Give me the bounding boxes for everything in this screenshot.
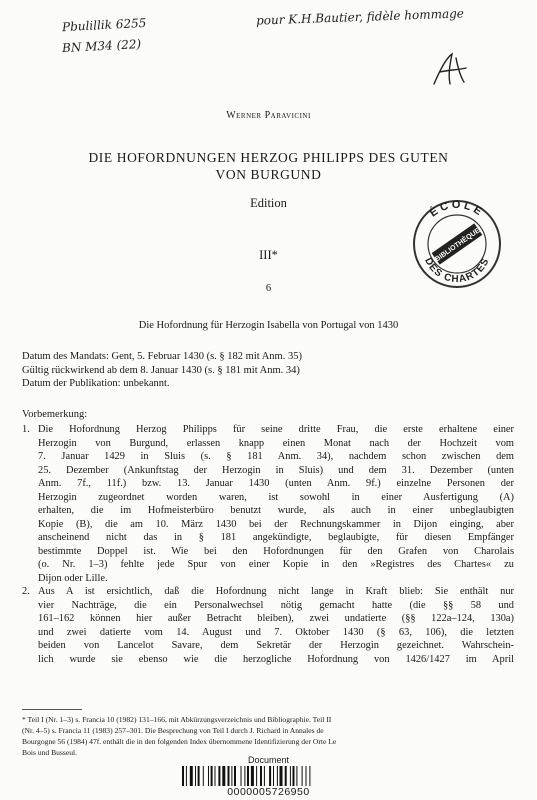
barcode-bar [251,766,254,786]
remark-text [38,423,514,585]
barcode-bar [280,766,283,786]
barcode-bar [203,766,204,786]
text-line: 7. Januar 1429 in Sluis (s. § 181 Anm. 34), nachdem schon zwischen dem [38,451,514,462]
barcode-bar [306,766,307,786]
barcode-bar [269,766,271,786]
preliminary-remarks [22,423,514,666]
handwritten-shelfmark-2: BN M34 (22) [61,36,142,56]
document-title [0,149,537,183]
section-title: Die Hofordnung für Herzogin Isabella von Portugal von 1430 [138,320,399,331]
barcode-bar [218,766,220,786]
handwritten-dedication: pour K.H.Bautier, fidèle hommage [255,6,465,28]
mandate-date: Datum des Mandats: Gent, 5. Februar 1430 (s. § 182 mit Anm. 35) [22,351,302,362]
text-line: und zwei datierte vom 14. August und 7. Oktober 1430 (§ 63, 106), die letzten [38,626,514,638]
footnote-line: * Teil I (Nr. 1–3) s. Francia 10 (1982) 131–166, mit Abkürzungsverzeichnis und Bibliographie. Teil II [22,715,332,724]
barcode-bar [247,766,249,786]
title-line-2: VON BURGUND [215,167,322,182]
publication-date: Datum der Publikation: unbekannt. [22,378,170,389]
library-stamp [411,198,503,290]
barcode-bar [241,766,242,786]
handwritten-shelfmark: Pbulillik 6255 [61,15,147,35]
footnote-divider [22,709,82,710]
barcode-bar [182,766,184,786]
author-name: Werner Paravicini [226,110,311,121]
text-line: anscheinend nicht das in § 181 angekündigte, beglaubigte, für diesen Empfänger [38,532,514,543]
edition-heading: Edition [250,196,287,210]
barcode-bar [190,766,193,786]
barcode-label: Document [247,755,290,765]
text-line: erhalten, die im Hofmeisterbüro benutzt wurde, als auch in einer unbeglaubigten [38,505,514,516]
mandate-metadata [22,350,502,391]
validity-date: Gültig rückwirkend ab dem 8. Januar 1430 (s. § 181 mit Anm. 34) [22,364,300,376]
stamp-middle-text: BIBLIOTHÈQUE [434,227,482,264]
barcode-bar [309,766,310,786]
barcode-bar [234,766,236,786]
footnote [22,714,514,758]
text-line: 25. Dezember (Ankunftstag der Herzogin in Sluis) und dem 31. Dezember (unten [38,464,514,476]
text-line: 161–162 können hier außer Betracht bleiben), zwei undatierte (§§ 122a–124, 130a) [38,613,514,624]
barcode-bar [293,766,295,786]
barcode-bar [264,766,265,786]
barcode-bar [198,766,200,786]
remark-item [22,423,514,585]
barcode-bar [186,766,187,786]
text-line: bestimmte Doppel ist. Wie bei den Hofordnungen für den Grafen von Charolais [38,545,514,557]
barcode-bar [195,766,196,786]
barcode-bar [273,766,274,786]
text-line: (o. Nr. 1–3) fehlte jede Spur von einer Kopie in den »Registres des Chartes« zu [38,559,514,570]
footnote-line: (Nr. 4–5) s. Francia 11 (1983) 257–301. Die Besprechung von Teil I durch J. Richard in Annales de [22,726,324,735]
section-number: 6 [265,283,272,294]
barcode-bar [211,766,213,786]
barcode-bar [244,766,245,786]
text-line: Die Hofordnung Herzog Philipps für seine dritte Frau, die erste erhaltene einer [38,424,514,435]
barcode-bar [296,766,297,786]
stamp-top-text: ÉCOLE [427,198,487,220]
barcode-bar [256,766,257,786]
text-line: lich wurde sie ebenso wie die herzogliche Hofordnung von 1426/1427 im April [38,653,514,665]
barcode-bar [277,766,278,786]
barcode-bar [208,766,209,786]
remark-text [38,585,514,666]
barcode-bar [222,766,225,786]
remark-number: 2. [22,586,30,597]
stamp-bottom-text: DES CHARTES [422,256,492,286]
text-line: Herzogin zugeordnet worden waren, ist sowohl in einer Ausfertigung (A) [38,491,514,503]
remark-item [22,585,514,666]
barcode-bar [215,766,216,786]
text-line: Aus A ist ersichtlich, daß die Hofordnung nicht lange in Kraft blieb: Sie enthält nur [38,586,514,597]
text-line: Dijon oder Lille. [38,572,108,584]
preliminary-remarks-heading: Vorbemerkung: [22,409,88,420]
barcode-bar [260,766,262,786]
barcode-number: 0000005726950 [227,786,310,798]
barcode-bar [231,766,232,786]
text-line: beiden von Lancelot Savare, dem Sekretär der Herzogin gezeichnet. Wahrschein- [38,640,514,651]
text-line: vier Nachträge, die ein Personalwechsel nötig gemacht hatte (die §§ 58 und [38,599,514,611]
text-line: Anm. 7f., 11f.) bzw. 13. Januar 1430 (unten Anm. 9f.) einzelne Personen der [38,478,514,489]
text-line: Kopie (B), die am 10. März 1430 bei der Rechnungskammer in Dijon einging, aber [38,518,514,530]
footnote-line: Bois und Busseul. [22,748,78,757]
remark-number: 1. [22,424,30,435]
barcode-bar [228,766,230,786]
barcode-bar [290,766,291,786]
barcode [180,766,358,786]
title-line-1: DIE HOFORDNUNGEN HERZOG PHILIPPS DES GUTEN [88,150,449,165]
barcode-bar [285,766,287,786]
barcode-bar [302,766,303,786]
footnote-line: Bourgogne 56 (1984) 47f. enthält die in den folgenden Index übernommene Identifizierung der Orte Le [22,737,337,746]
part-number: III* [259,248,278,262]
text-line: Herzogin von Burgund, erlassen knapp einen Monat nach der Hochzeit vom [38,437,514,449]
handwritten-signature [430,50,470,90]
